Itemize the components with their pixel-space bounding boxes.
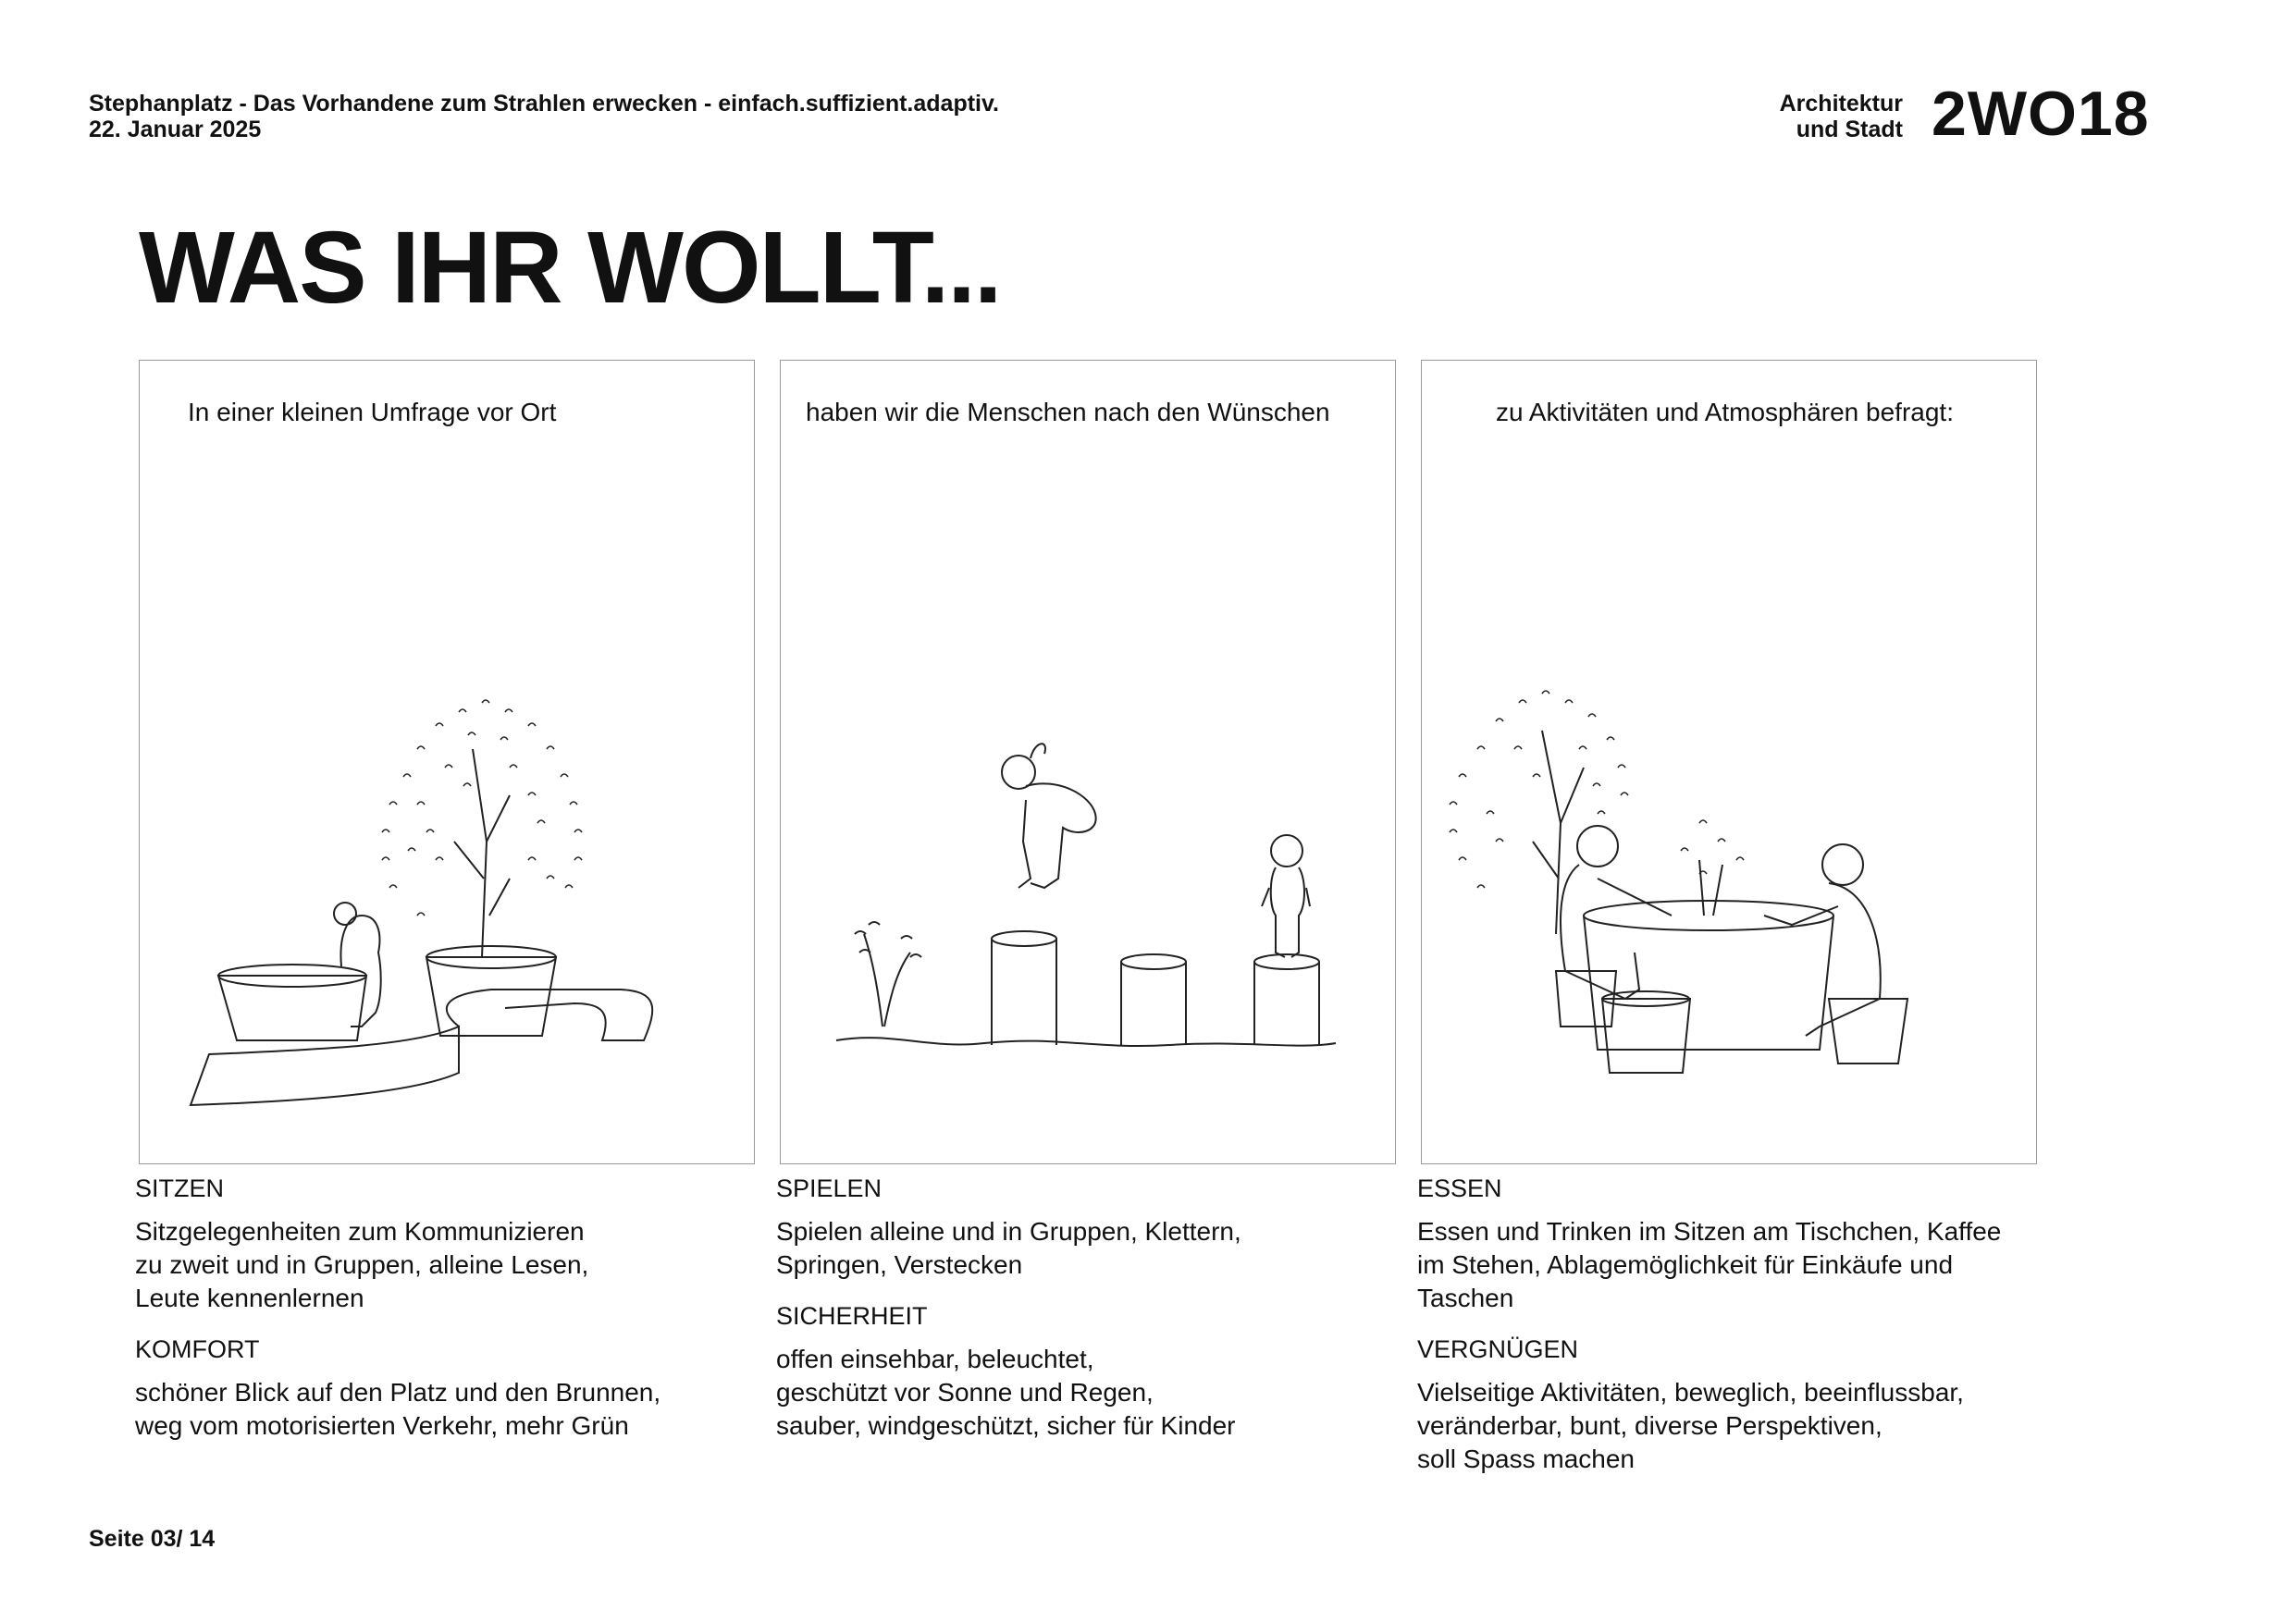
text-column-essen <box>1417 1173 2065 1476</box>
eating-table-illustration <box>1422 361 2038 1165</box>
document-header <box>89 91 999 142</box>
panel-intro-text: haben wir die Menschen nach den Wünschen <box>806 398 1330 426</box>
page-number: Seite 03/ 14 <box>89 1526 216 1552</box>
category-heading: SPIELEN <box>776 1174 883 1202</box>
brand-sub-line-1: Architektur <box>1779 91 1903 117</box>
category-text: schöner Blick auf den Platz und den Brunnen, weg vom motorisierten Verkehr, mehr Grün <box>135 1378 661 1440</box>
brand-logo: 2WO18 <box>1932 79 2150 149</box>
document-date: 22. Januar 2025 <box>89 117 262 142</box>
illustration-panel-sitzen <box>139 360 755 1164</box>
brand-subtitle <box>1780 91 1903 142</box>
category-heading: ESSEN <box>1417 1174 1502 1202</box>
text-column-spielen <box>776 1173 1424 1443</box>
page-title: WAS IHR WOLLT... <box>139 211 1001 325</box>
category-text: Essen und Trinken im Sitzen am Tischchen, Kaffee im Stehen, Ablagemöglichkeit für Einkäufe und Taschen <box>1417 1217 2002 1312</box>
category-text: Spielen alleine und in Gruppen, Klettern, Springen, Verstecken <box>776 1217 1241 1279</box>
category-heading: SITZEN <box>135 1174 225 1202</box>
category-heading: SICHERHEIT <box>776 1302 928 1330</box>
category-text: offen einsehbar, beleuchtet, geschützt vor Sonne und Regen, sauber, windgeschützt, sicher für Kinder <box>776 1345 1236 1440</box>
text-column-sitzen <box>135 1173 783 1443</box>
category-heading: VERGNÜGEN <box>1417 1335 1579 1363</box>
category-heading: KOMFORT <box>135 1335 260 1363</box>
category-text: Vielseitige Aktivitäten, beweglich, beeinflussbar, veränderbar, bunt, diverse Perspektiven, soll Spass machen <box>1417 1378 1964 1473</box>
playing-children-illustration <box>781 361 1397 1165</box>
category-text: Sitzgelegenheiten zum Kommunizieren zu zweit und in Gruppen, alleine Lesen, Leute kennenlernen <box>135 1217 589 1312</box>
panel-intro-text: In einer kleinen Umfrage vor Ort <box>188 398 557 426</box>
illustration-panel-spielen <box>780 360 1396 1164</box>
panel-intro-text: zu Aktivitäten und Atmosphären befragt: <box>1496 398 1954 426</box>
seating-tree-illustration <box>140 361 756 1165</box>
project-title: Stephanplatz - Das Vorhandene zum Strahlen erwecken - einfach.suffizient.adaptiv. <box>89 91 999 117</box>
brand-sub-line-2: und Stadt <box>1796 117 1903 142</box>
illustration-panel-essen <box>1421 360 2037 1164</box>
